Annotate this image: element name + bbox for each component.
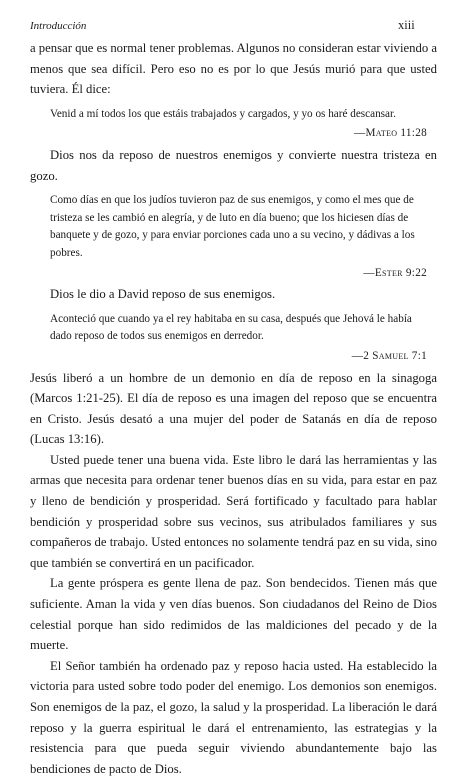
paragraph-3: Dios le dio a David reposo de sus enemigos.: [50, 287, 276, 302]
paragraph-7: El Señor también ha ordenado paz y reposo hacia usted. Ha establecido la victoria para usted sobre todo poder del enemigo. Los demonios son enemigos. Son enemigos de la paz, el gozo, la salud y la prosperidad. La liberación le dará reposo y la guerra espiritual le dará el entrenamiento, las estrategias y la resistencia para que pueda seguir viviendo abundantemente bajo las bendiciones de pacto de Dios.: [30, 658, 437, 776]
page-number: xiii: [398, 18, 415, 32]
quote-2-text: Como días en que los judíos tuvieron paz de sus enemigos, y como el mes que de tristeza se les cambió en alegría, y de luto en día bueno; que los hiciesen días de banquete y de gozo, y para enviar porciones cada uno a su vecino, y dádivas a los pobres.: [50, 194, 415, 259]
paragraph-2: Dios nos da reposo de nuestros enemigos y convierte nuestra tristeza en gozo.: [30, 147, 437, 183]
paragraph-4: Jesús liberó a un hombre de un demonio en día de reposo en la sinagoga (Marcos 1:21-25). El día de reposo es una imagen del reposo que se encuentra en Cristo. Jesús desató a una mujer del poder de Satanás en día de reposo (Lucas 13:16).: [30, 370, 437, 447]
running-header-title: Introducción: [30, 20, 87, 32]
quote-block-2: [50, 192, 427, 282]
quote-3-text: Aconteció que cuando ya el rey habitaba en su casa, después que Jehová le había dado reposo de todos sus enemigos en derredor.: [50, 312, 412, 343]
body-text: [30, 38, 437, 779]
paragraph-5: Usted puede tener una buena vida. Este libro le dará las herramientas y las armas que necesita para ordenar tener buenos días en su vida, para estar en paz y lleno de bendición y prosperidad. Será fortificado y facultado para hablar bendición y prosperidad sobre sus vecinos, sus atribulados familiares y sus compañeros de trabajo. Usted entonces no solamente tendrá paz en su vida, sino que también se convertirá en un pacificador.: [30, 452, 437, 570]
paragraph-1: a pensar que es normal tener problemas. Algunos no consideran estar viviendo a menos que sea difícil. Pero eso no es por lo que Jesús murió para que usted tuviera. Él dice:: [30, 41, 437, 97]
quote-1-source: —Mateo 11:28: [353, 127, 427, 140]
quote-block-1: [50, 106, 427, 143]
quote-2-source: —Ester 9:22: [363, 266, 427, 279]
quote-1-text: Venid a mí todos los que estáis trabajados y cargados, y yo os haré descansar.: [50, 107, 396, 120]
paragraph-6: La gente próspera es gente llena de paz. Son bendecidos. Tienen más que suficiente. Aman la vida y ven días buenos. Son ciudadanos del Reino de Dios celestial porque han sido redimidos de las maldiciones del pecado y de la muerte.: [30, 576, 437, 653]
quote-block-3: [50, 311, 427, 366]
quote-3-source: —2 Samuel 7:1: [351, 349, 427, 362]
